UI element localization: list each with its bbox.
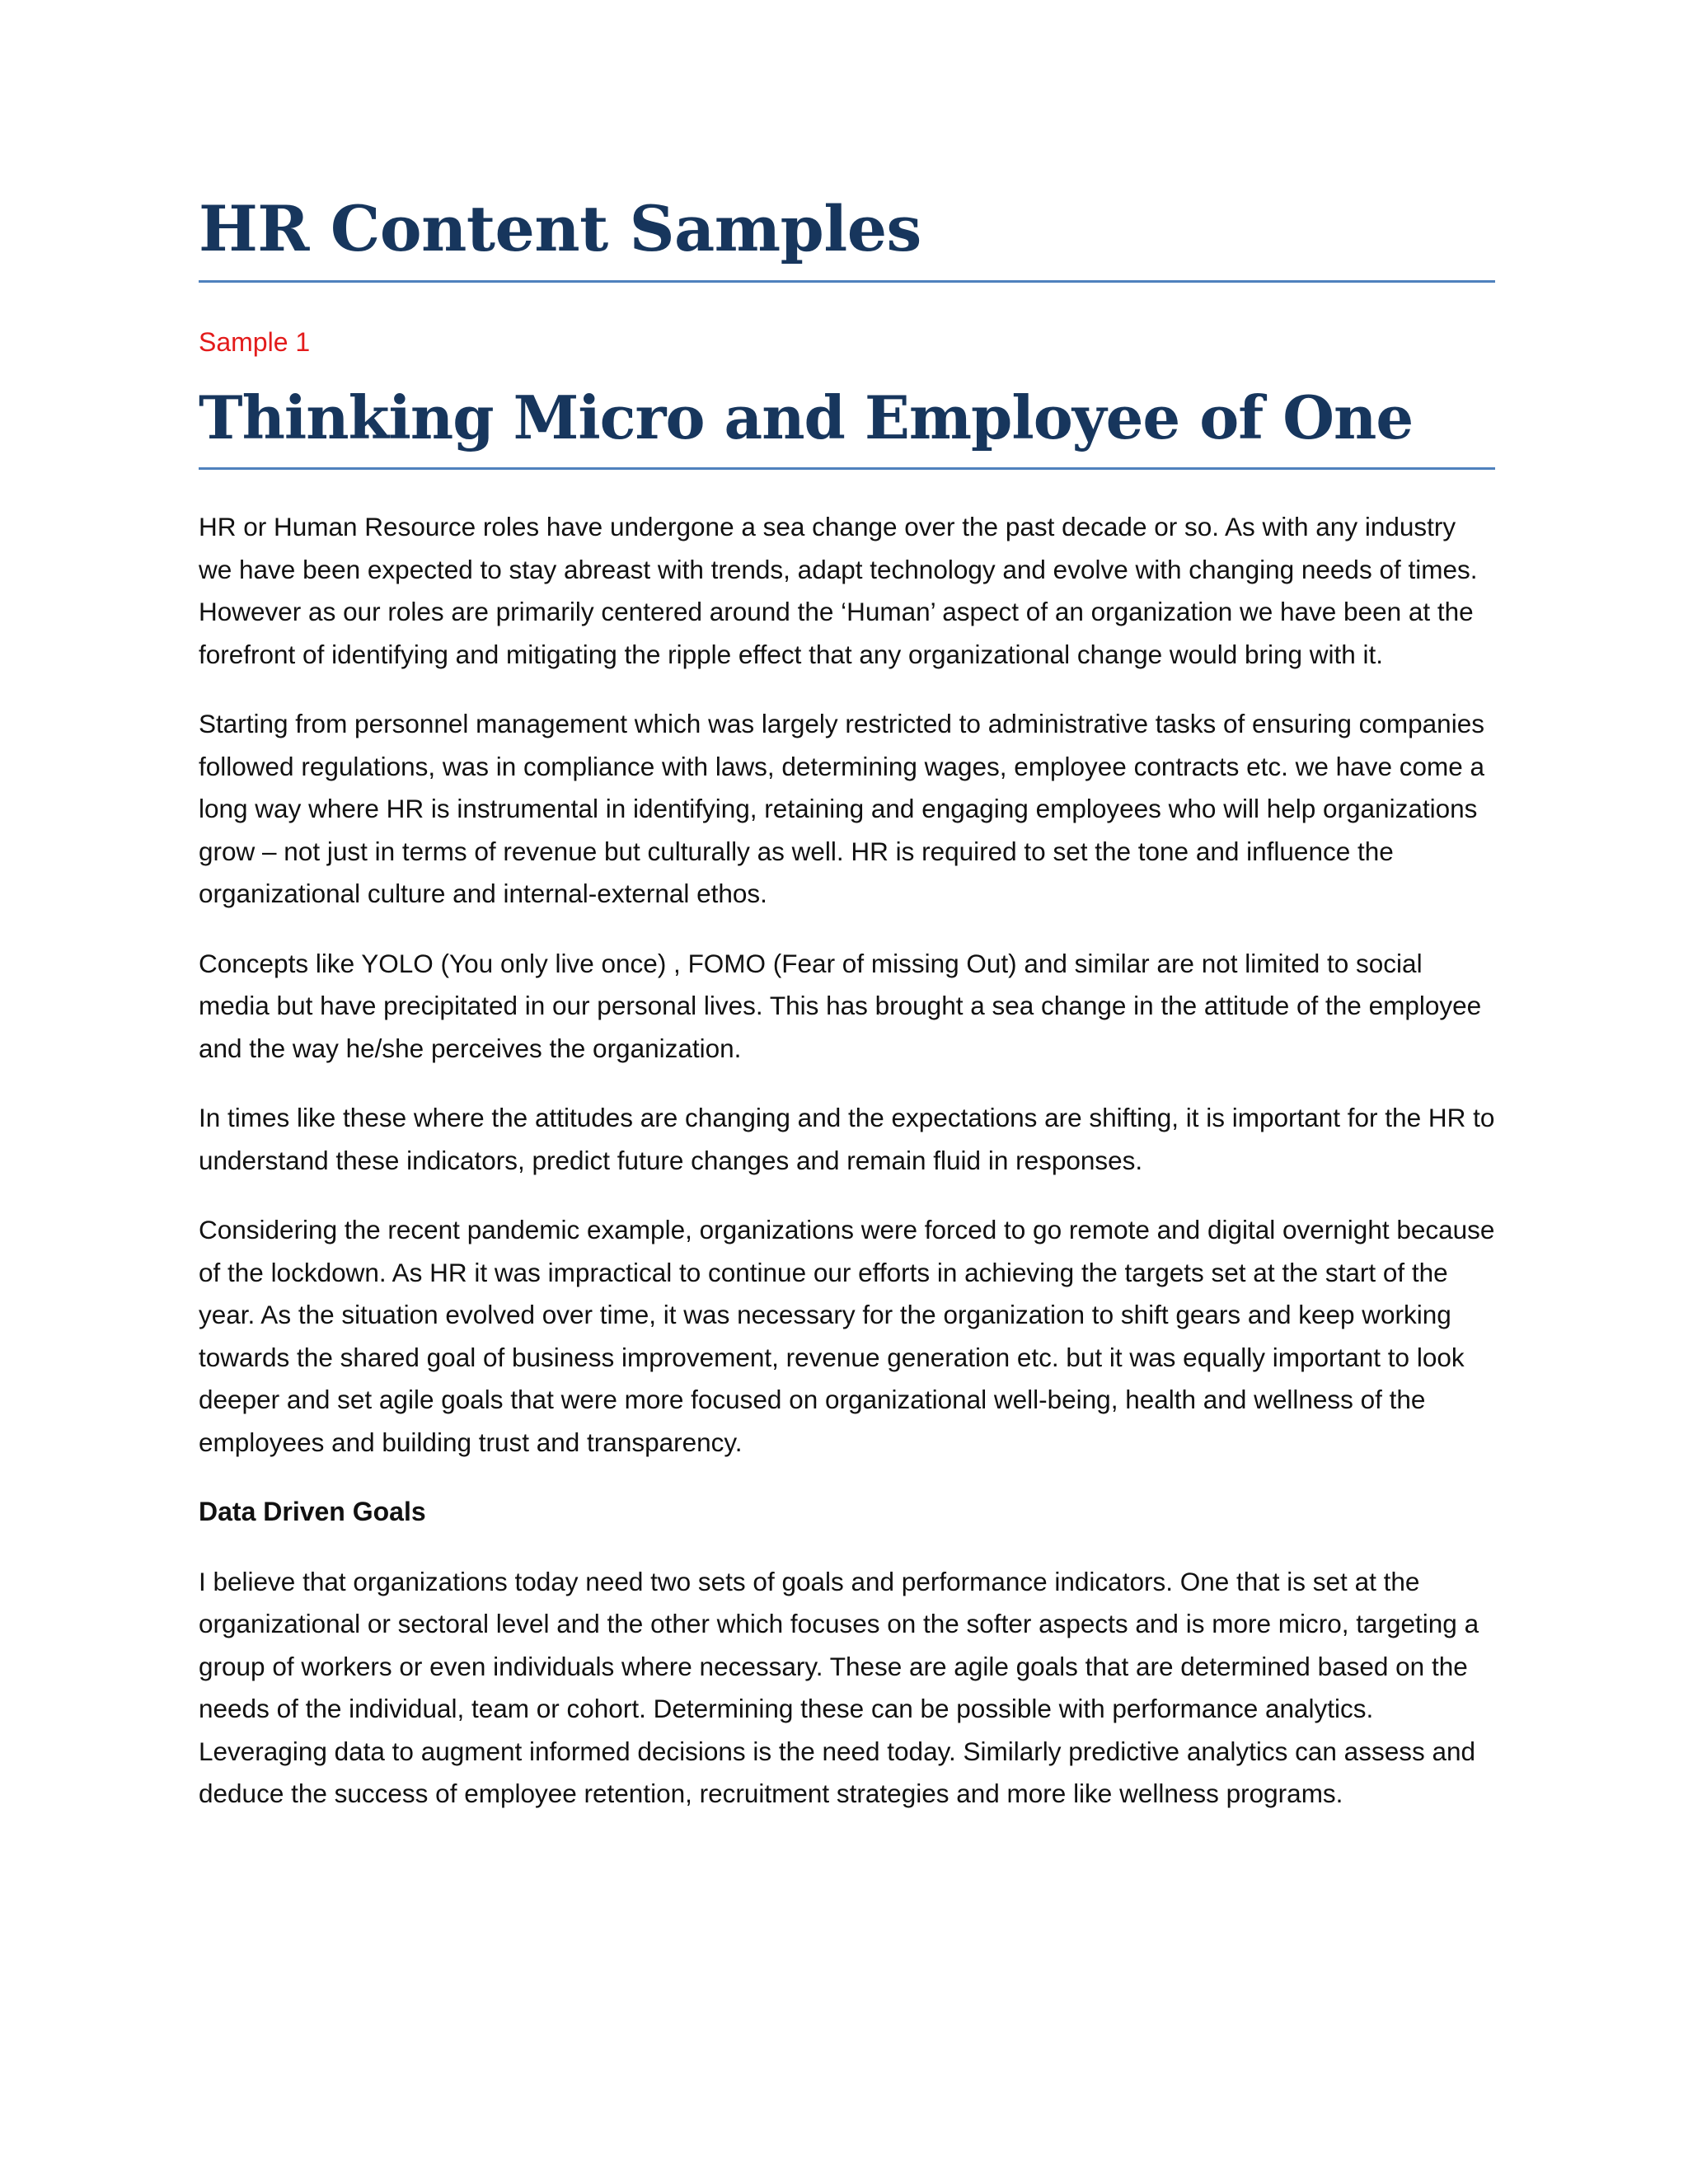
paragraph-2: Starting from personnel management which was largely restricted to administrative tasks of ensuring companies followed regulations, was in compliance with laws, determining wages, employee contracts etc. we have come a long way where HR is instrumental in identifying, retaining and engaging employees who will help organizations grow – not just in terms of revenue but culturally as well. HR is required to set the tone and influence the organizational culture and internal-external ethos. bbox=[199, 709, 1485, 908]
section-heading: Data Driven Goals bbox=[199, 1497, 426, 1526]
paragraph-5: Considering the recent pandemic example, organizations were forced to go remote and digital overnight because of the lockdown. As HR it was impractical to continue our efforts in achieving the targets set at the start of the year. As the situation evolved over time, it was necessary for the organization to shift gears and keep working towards the shared goal of business improvement, revenue generation etc. but it was equally important to look deeper and set agile goals that were more focused on organizational well-being, health and wellness of the employees and building trust and transparency. bbox=[199, 1215, 1495, 1457]
paragraph-4: In times like these where the attitudes are changing and the expectations are shifting, it is important for the HR to understand these indicators, predict future changes and remain fluid in responses. bbox=[199, 1103, 1495, 1175]
document-content bbox=[199, 190, 1495, 1843]
sample-label: Sample 1 bbox=[199, 327, 311, 357]
paragraph-3: Concepts like YOLO (You only live once) , FOMO (Fear of missing Out) and similar are not limited to social media but have precipitated in our personal lives. This has brought a sea change in the attitude of the employee and the way he/she perceives the organization. bbox=[199, 948, 1482, 1063]
section-paragraph: I believe that organizations today need two sets of goals and performance indicators. One that is set at the organizational or sectoral level and the other which focuses on the softer aspects and is more micro, targeting a group of workers or even individuals where necessary. These are agile goals that are determined based on the needs of the individual, team or cohort. Determining these can be possible with performance analytics. Leveraging data to augment informed decisions is the need today. Similarly predictive analytics can assess and deduce the success of employee retention, recruitment strategies and more like wellness programs. bbox=[199, 1566, 1479, 1808]
document-title: HR Content Samples bbox=[199, 190, 1495, 283]
paragraph-1: HR or Human Resource roles have undergone a sea change over the past decade or so. As with any industry we have been expected to stay abreast with trends, adapt technology and evolve with changing needs of times. However as our roles are primarily centered around the ‘Human’ aspect of an organization we have been at the forefront of identifying and mitigating the ripple effect that any organizational change would bring with it. bbox=[199, 512, 1478, 669]
article-title: Thinking Micro and Employee of One bbox=[199, 378, 1495, 470]
